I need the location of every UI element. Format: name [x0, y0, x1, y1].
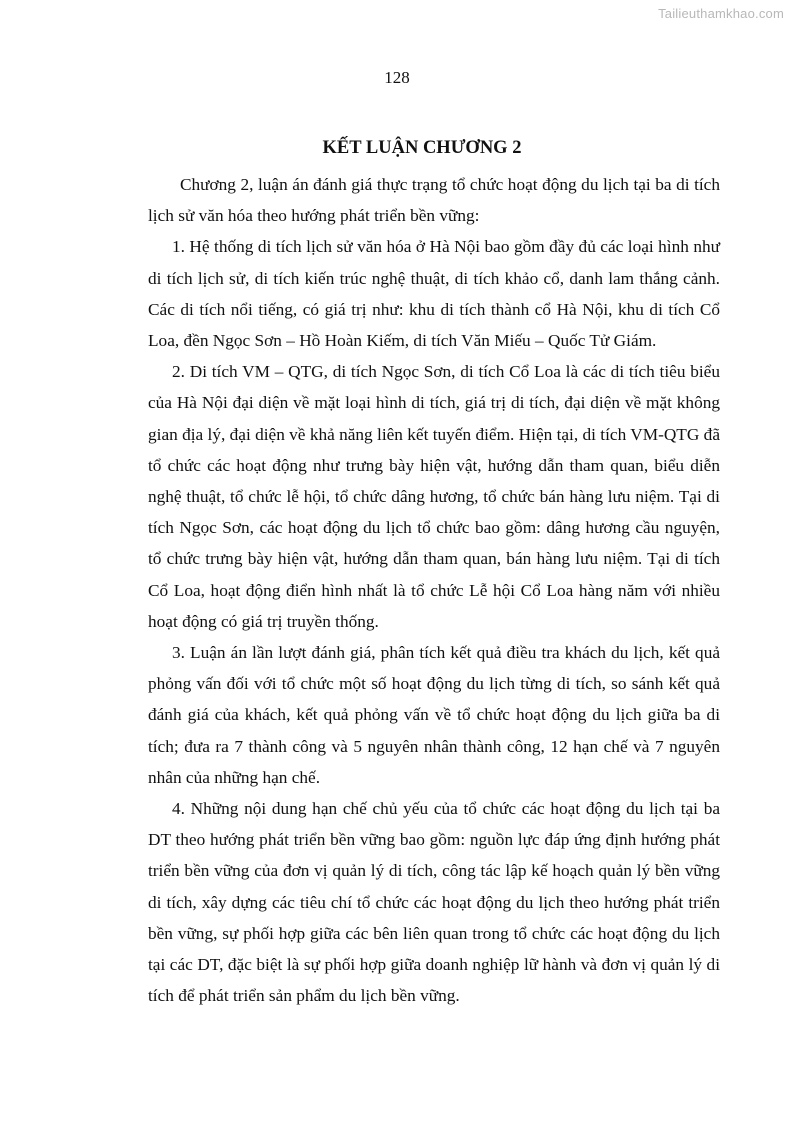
paragraph-2: 2. Di tích VM – QTG, di tích Ngọc Sơn, di tích Cổ Loa là các di tích tiêu biểu của Hà Nội đại diện về mặt loại hình di tích, giá trị di tích, đại diện về mặt không gian địa lý, đại diện về khả năng liên kết tuyến điểm. Hiện tại, di tích VM-QTG đã tổ chức các hoạt động như trưng bày hiện vật, hướng dẫn tham quan, biểu diễn nghệ thuật, tổ chức lễ hội, tổ chức dâng hương, tổ chức bán hàng lưu niệm. Tại di tích Ngọc Sơn, các hoạt động du lịch tổ chức bao gồm: dâng hương cầu nguyện, tổ chức trưng bày hiện vật, hướng dẫn tham quan, bán hàng lưu niệm. Tại di tích Cổ Loa, hoạt động điển hình nhất là tổ chức Lễ hội Cổ Loa hàng năm với nhiều hoạt động có giá trị truyền thống.: [148, 362, 720, 631]
intro-paragraph: Chương 2, luận án đánh giá thực trạng tổ chức hoạt động du lịch tại ba di tích lịch sử văn hóa theo hướng phát triển bền vững:: [148, 175, 720, 226]
chapter-conclusion-title: KẾT LUẬN CHƯƠNG 2: [322, 138, 522, 158]
page-number: 128: [384, 68, 410, 87]
paragraph-4: 4. Những nội dung hạn chế chủ yếu của tổ chức các hoạt động du lịch tại ba DT theo hướng phát triển bền vững bao gồm: nguồn lực đáp ứng định hướng phát triển bền vững của đơn vị quản lý di tích, công tác lập kế hoạch quản lý bền vững di tích, xây dựng các tiêu chí tổ chức các hoạt động du lịch theo hướng phát triển bền vững, sự phối hợp giữa các bên liên quan trong tổ chức các hoạt động du lịch tại các DT, đặc biệt là sự phối hợp giữa doanh nghiệp lữ hành và đơn vị quản lý di tích để phát triển sản phẩm du lịch bền vững.: [148, 799, 720, 1006]
document-body: [148, 169, 720, 1011]
paragraph-3: 3. Luận án lần lượt đánh giá, phân tích kết quả điều tra khách du lịch, kết quả phỏng vấn đối với tổ chức một số hoạt động du lịch từng di tích, so sánh kết quả đánh giá của khách, kết quả phỏng vấn về tổ chức hoạt động du lịch giữa ba di tích; đưa ra 7 thành công và 5 nguyên nhân thành công, 12 hạn chế và 7 nguyên nhân của những hạn chế.: [148, 643, 720, 787]
watermark: Tailieuthamkhao.com: [658, 6, 784, 21]
paragraph-1: 1. Hệ thống di tích lịch sử văn hóa ở Hà Nội bao gồm đầy đủ các loại hình như di tích lịch sử, di tích kiến trúc nghệ thuật, di tích khảo cổ, danh lam thắng cảnh. Các di tích nổi tiếng, có giá trị như: khu di tích thành cổ Hà Nội, khu di tích Cổ Loa, đền Ngọc Sơn – Hồ Hoàn Kiếm, di tích Văn Miếu – Quốc Tử Giám.: [148, 237, 720, 351]
